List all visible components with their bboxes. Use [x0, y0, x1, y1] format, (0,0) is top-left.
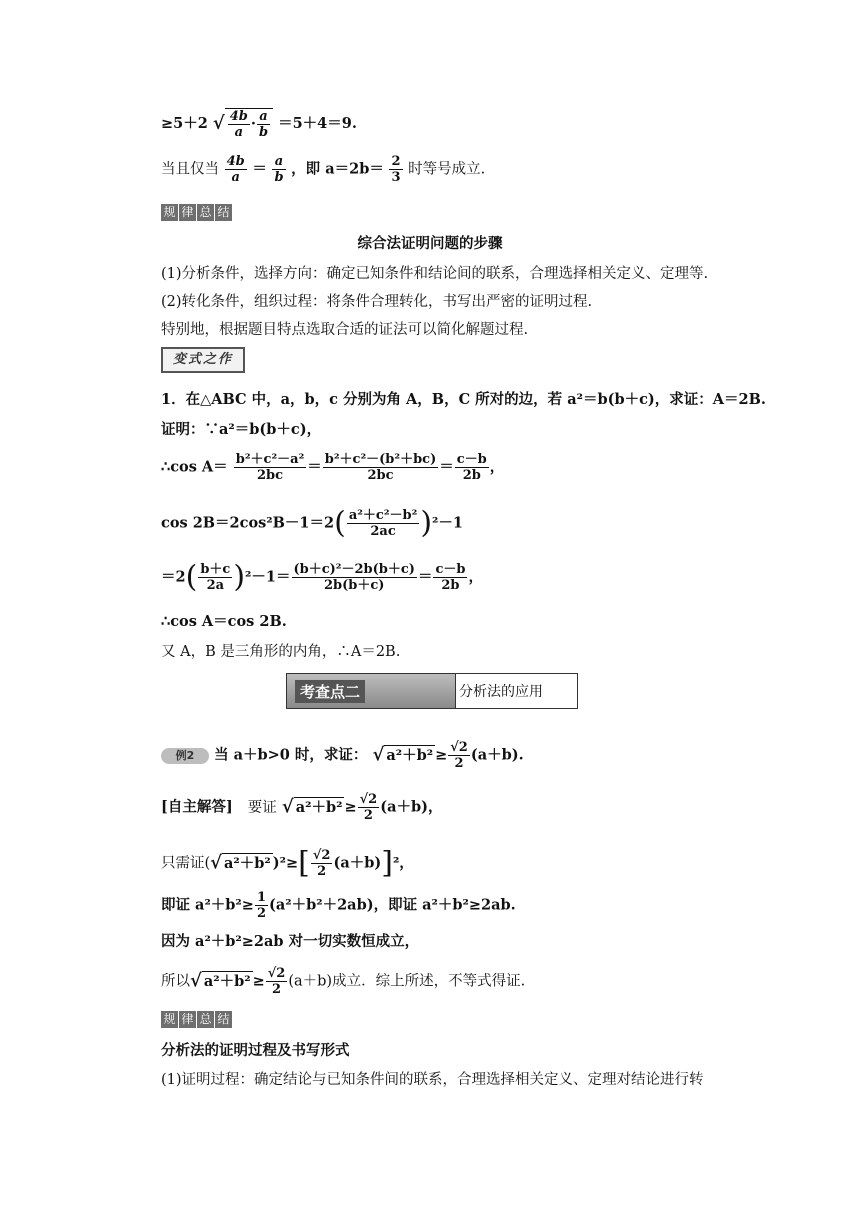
topic-label: 考查点二 — [295, 680, 365, 703]
rule-summary-badge: 规 律 总 结 — [161, 204, 232, 221]
topic-label-panel — [287, 674, 456, 708]
variant-exercise-badge: 变式之作 — [161, 347, 245, 373]
summary-item: (2)转化条件，组织过程：将条件合理转化，书写出严密的证明过程. — [161, 294, 593, 310]
solution-line: 只需证(√ a²＋b² )²≥[ $\frac{√2}{2}$ (a＋b)]²， — [161, 845, 414, 881]
solution-line: 即证 a²＋b²≥ $\frac{1}{2}$ (a²＋b²＋2ab)，即证 a²＋b²≥2ab. — [161, 890, 516, 921]
summary-note: 特别地，根据题目特点选取合适的证法可以简化解题过程. — [161, 322, 529, 338]
proof-conclusion: ∴cos A＝cos 2B. — [161, 613, 287, 630]
section-heading: 综合法证明问题的步骤 — [357, 235, 503, 252]
example-icon: 例2 — [161, 748, 209, 764]
cos2B-simplification: ＝2( $\frac{b+c}{2a}$ )²－1＝ $\frac{\text{(b＋c)²－2b(b＋c)}}{2b(b+c)}$ ＝ $\frac{c-b}{2b}$ ， — [161, 559, 483, 595]
cosA-derivation: ∴cos A＝ $\frac{\text{b²＋c²－a²}}{2bc}$ ＝ $\frac{\text{b²＋c²－(b²＋bc)}}{2bc}$ ＝ $\frac{c-b}{2b}$ ， — [161, 452, 505, 483]
rule-summary-badge: 规 律 总 结 — [161, 1011, 232, 1028]
proof-final: 又 A，B 是三角形的内角，∴A＝2B. — [161, 644, 401, 660]
text: ＝5＋4＝9. — [278, 115, 357, 132]
solution-line: 所以√ a²＋b² ≥ $\frac{√2}{2}$ (a＋b)成立．综上所述，不等式得证. — [161, 966, 526, 997]
example-statement: 例2 当 a＋b>0 时，求证： √ a²＋b² ≥ $\frac{√2}{2}$ (a＋b). — [161, 740, 524, 771]
proof-start: 证明：∵a²＝b(b＋c)， — [161, 421, 322, 438]
solution-line: [自主解答] 要证 √ a²＋b² ≥ $\frac{√2}{2}$ (a＋b)， — [161, 792, 443, 823]
summary-item: (1)证明过程：确定结论与已知条件间的联系，合理选择相关定义、定理对结论进行转 — [161, 1072, 704, 1088]
cos2B-derivation: cos 2B＝2cos²B－1＝2( $\frac{\text{a²＋c²－b²}}{2ac}$ )²－1 — [161, 505, 463, 541]
sqrt-expression: √ $\frac{4b}{a}$ · $\frac{a}{b}$ — [213, 108, 273, 140]
problem-statement: 1．在△ABC 中，a，b，c 分别为角 A，B，C 所对的边，若 a²＝b(b＋c)，求证：A＝2B. — [161, 391, 766, 408]
section-heading: 分析法的证明过程及书写形式 — [161, 1042, 350, 1059]
equality-condition-line: 当且仅当 $\frac{4b}{a}$ ＝ $\frac{a}{b}$ ，即 a＝2b＝ $\frac{2}{3}$ 时等号成立. — [161, 154, 486, 185]
summary-item: (1)分析条件，选择方向：确定已知条件和结论间的联系，合理选择相关定义、定理等. — [161, 266, 709, 282]
topic-header-box — [286, 673, 578, 709]
solution-label: [自主解答] — [161, 798, 233, 816]
inequality-line — [161, 108, 357, 140]
topic-title: 分析法的应用 — [459, 684, 543, 700]
solution-line: 因为 a²＋b²≥2ab 对一切实数恒成立， — [161, 933, 420, 950]
text: ≥5＋2 — [161, 115, 208, 132]
